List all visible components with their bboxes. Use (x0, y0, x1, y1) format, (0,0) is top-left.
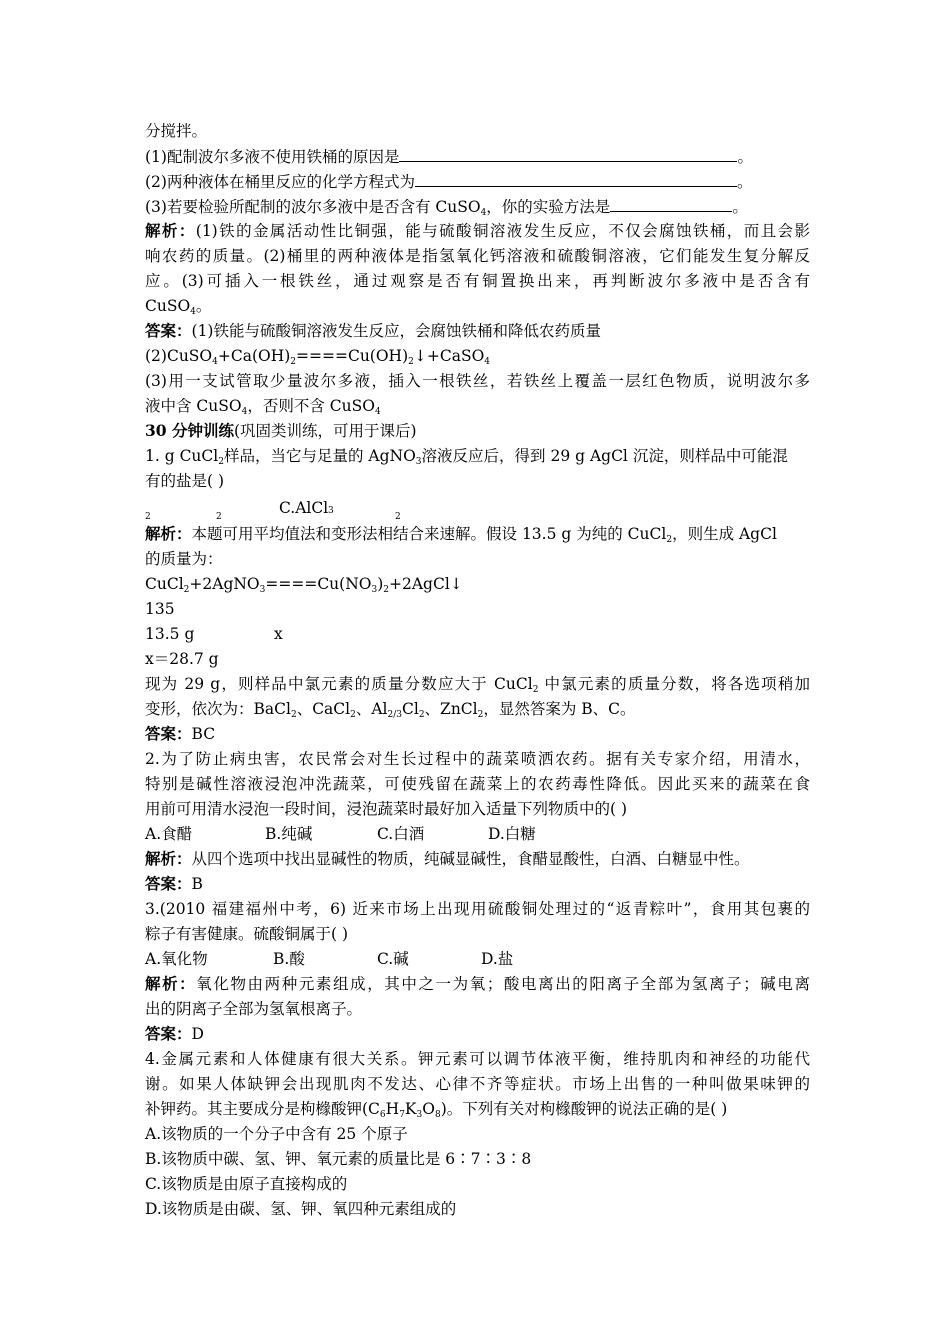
analysis-line: 变形，依次为：BaCl$_2$、CaCl$_2$、$Al_{2/3}Cl_2$、ZnCl$_2$，显然答案为 B、C。 (145, 700, 636, 720)
q3-options: A.氧化物 B.酸 C.碱 D.盐 (145, 950, 514, 968)
answer-line: 答案：B (145, 874, 203, 893)
q2-options: A.食醋 B.纯碱 C.白酒 D.白糖 (145, 825, 536, 843)
q4-line: 补钾药。其主要成分是枸橼酸钾$(C_6H_7K_3O_8)$。下列有关对枸橼酸钾的说法正确的是( ) (145, 1100, 728, 1120)
equation-line: 13.5 g x (145, 625, 283, 643)
answer-blank (415, 171, 737, 187)
q4-option-d: D.该物质是由碳、氢、钾、氧四种元素组成的 (145, 1200, 457, 1218)
answer-line: 答案：(1)铁能与硫酸铜溶液发生反应，会腐蚀铁桶和降低农药质量 (145, 321, 601, 340)
answer-line: (3)用一支试管取少量波尔多液，插入一根铁丝，若铁丝上覆盖一层红色物质，说明波尔多 (145, 372, 810, 390)
q4-option-b: B.该物质中碳、氢、钾、氧元素的质量比是 6∶7∶3∶8 (145, 1150, 532, 1168)
analysis-line: 应。(3)可插入一根铁丝，通过观察是否有铜置换出来，再判断波尔多液中是否含有 (145, 272, 810, 290)
answer-blank (399, 146, 737, 162)
text-line: 分搅拌。 (145, 122, 208, 140)
answer-line: $(2)CuSO_4+Ca(OH)_2====Cu(OH)_2↓+CaSO_4$ (145, 347, 491, 367)
question-3-line: (3)若要检验所配制的波尔多液中是否含有 CuSO$_4$，你的实验方法是 。 (145, 198, 748, 218)
analysis-line: 解析：从四个选项中找出显碱性的物质，纯碱显碱性，食醋显酸性，白酒、白糖显中性。 (145, 849, 750, 868)
q1-line: 有的盐是( ) (145, 472, 225, 490)
equation-line: x＝28.7 g (145, 650, 219, 668)
question-2-line: (2)两种液体在桶里反应的化学方程式为 。 (145, 173, 753, 191)
equation-line: $CuCl_2+2AgNO_3====Cu(NO_3)_2+2AgCl↓$ (145, 575, 463, 595)
q4-line: 4.金属元素和人体健康有很大关系。钾元素可以调节体液平衡，维持肌肉和神经的功能代 (145, 1050, 810, 1068)
q3-line: 粽子有害健康。硫酸铜属于( ) (145, 925, 349, 943)
analysis-line: 响农药的质量。(2)桶里的两种液体是指氢氧化钙溶液和硫酸铜溶液，它们能发生复分解反 (145, 247, 810, 265)
analysis-line: 解析：本题可用平均值法和变形法相结合来速解。假设 13.5 g 为纯的 CuCl$_2$，则生成 AgCl (145, 524, 777, 545)
equation-line: 135 (145, 600, 175, 618)
q2-line: 用前可用清水浸泡一段时间，浸泡蔬菜时最好加入适量下列物质中的( ) (145, 800, 628, 818)
analysis-line: 的质量为： (145, 550, 223, 568)
analysis-line: 解析：(1)铁的金属活动性比铜强，能与硫酸铜溶液发生反应，不仅会腐蚀铁桶，而且会影 (145, 221, 810, 240)
q1-line: 1. g CuCl$_2$样品，当它与足量的 AgNO$_3$溶液反应后，得到 29 g AgCl 沉淀，则样品中可能混 (145, 447, 788, 467)
analysis-line: CuSO$_4$。 (145, 297, 212, 317)
question-1-line: (1)配制波尔多液不使用铁桶的原因是 。 (145, 148, 753, 166)
q2-line: 2.为了防止病虫害，农民常会对生长过程中的蔬菜喷洒农药。据有关专家介绍，用清水， (145, 750, 810, 768)
q4-line: 谢。如果人体缺钾会出现肌肉不发达、心律不齐等症状。市场上出售的一种叫做果味钾的 (145, 1075, 810, 1093)
section-heading: 30 分钟训练(巩固类训练，可用于课后) (145, 421, 417, 440)
answer-line: 答案：BC (145, 724, 216, 743)
q4-option-c: C.该物质是由原子直接构成的 (145, 1175, 348, 1193)
analysis-line: 解析：氧化物由两种元素组成，其中之一为氧；酸电离出的阳离子全部为氢离子；碱电离 (145, 974, 810, 993)
q4-option-a: A.该物质的一个分子中含有 25 个原子 (145, 1125, 408, 1143)
answer-blank (610, 196, 732, 212)
analysis-line: 出的阴离子全部为氢氧根离子。 (145, 1000, 363, 1018)
q3-line: 3.(2010 福建福州中考，6) 近来市场上出现用硫酸铜处理过的“返青粽叶”，食用其包裹的 (145, 900, 810, 918)
answer-line: 液中含 CuSO$_4$，否则不含 CuSO$_4$ (145, 397, 381, 417)
document-page: 分搅拌。 (1)配制波尔多液不使用铁桶的原因是 。 (2)两种液体在桶里反应的化学方程式为 。 (3)若要检验所配制的波尔多液中是否含有 CuSO$_4$，你的实验方法是 。 解析：(1)铁的金属活动性比铜强，能与硫酸铜溶液发生反应，不仅会腐蚀铁桶，而且会影 响农药的质量。(2)桶里的两种液体是指氢氧化钙溶液和硫酸铜溶液，它们能发生复分解反 应。(3)可插入一根铁丝，通过观察是否有铜置换出来，再判断波尔多液中是否含有 CuSO$_4$。 答案：(1)铁能与硫酸铜溶液发生反应，会腐蚀铁桶和降低农药质量 $(2)CuSO_4+Ca(OH)_2====Cu(OH)_2↓+CaSO_4$ (3)用一支试管取少量波尔多液，插入一根铁丝，若铁丝上覆盖一层红色物质，说明波尔多 液中含 CuSO$_4$，否则不含 CuSO$_4$ 30 分钟训练(巩固类训练，可用于课后) 1. g CuCl$_2$样品，当它与足量的 AgNO$_3$溶液反应后，得到 29 g AgCl 沉淀，则样品中可能混 有的盐是( ) 2 2 C.AlCl 3 2 解析：本题可用平均值法和变形法相结合来速解。假设 13.5 g 为纯的 CuCl$_2$，则生成 AgCl 的质量为： $CuCl_2+2AgNO_3====Cu(NO_3)_2+2AgCl↓$ 135 13.5 g x x＝28.7 g 现为 29 g，则样品中氯元素的质量分数应大于 CuCl$_2$ 中氯元素的质量分数，将各选项稍加 变形，依次为：BaCl$_2$、CaCl$_2$、$Al_{2/3}Cl_2$、ZnCl$_2$，显然答案为 B、C。 答案：BC 2.为了防止病虫害，农民常会对生长过程中的蔬菜喷洒农药。据有关专家介绍，用清水， 特别是碱性溶液浸泡冲洗蔬菜，可使残留在蔬菜上的农药毒性降低。因此买来的蔬菜在食 用前可用清水浸泡一段时间，浸泡蔬菜时最好加入适量下列物质中的( ) A.食醋 B.纯碱 C.白酒 D.白糖 解析：从四个选项中找出显碱性的物质，纯碱显碱性，食醋显酸性，白酒、白糖显中性。 答案：B 3.(2010 福建福州中考，6) 近来市场上出现用硫酸铜处理过的“返青粽叶”，食用其包裹的 粽子有害健康。硫酸铜属于( ) A.氧化物 B.酸 C.碱 D.盐 解析：氧化物由两种元素组成，其中之一为氧；酸电离出的阳离子全部为氢离子；碱电离 出的阴离子全部为氢氧根离子。 答案：D 4.金属元素和人体健康有很大关系。钾元素可以调节体液平衡，维持肌肉和神经的功能代 谢。如果人体缺钾会出现肌肉不发达、心律不齐等症状。市场上出售的一种叫做果味钾的 补钾药。其主要成分是枸橼酸钾$(C_6H_7K_3O_8)$。下列有关对枸橼酸钾的说法正确的是( ) A.该物质的一个分子中含有 25 个原子 B.该物质中碳、氢、钾、氧元素的质量比是 6∶7∶3∶8 C.该物质是由原子直接构成的 D.该物质是由碳、氢、钾、氧四种元素组成的 (145, 122, 810, 1218)
answer-line: 答案：D (145, 1024, 204, 1043)
analysis-line: 现为 29 g，则样品中氯元素的质量分数应大于 CuCl$_2$ 中氯元素的质量分数，将各选项稍加 (145, 675, 810, 695)
q2-line: 特别是碱性溶液浸泡冲洗蔬菜，可使残留在蔬菜上的农药毒性降低。因此买来的蔬菜在食 (145, 775, 810, 793)
